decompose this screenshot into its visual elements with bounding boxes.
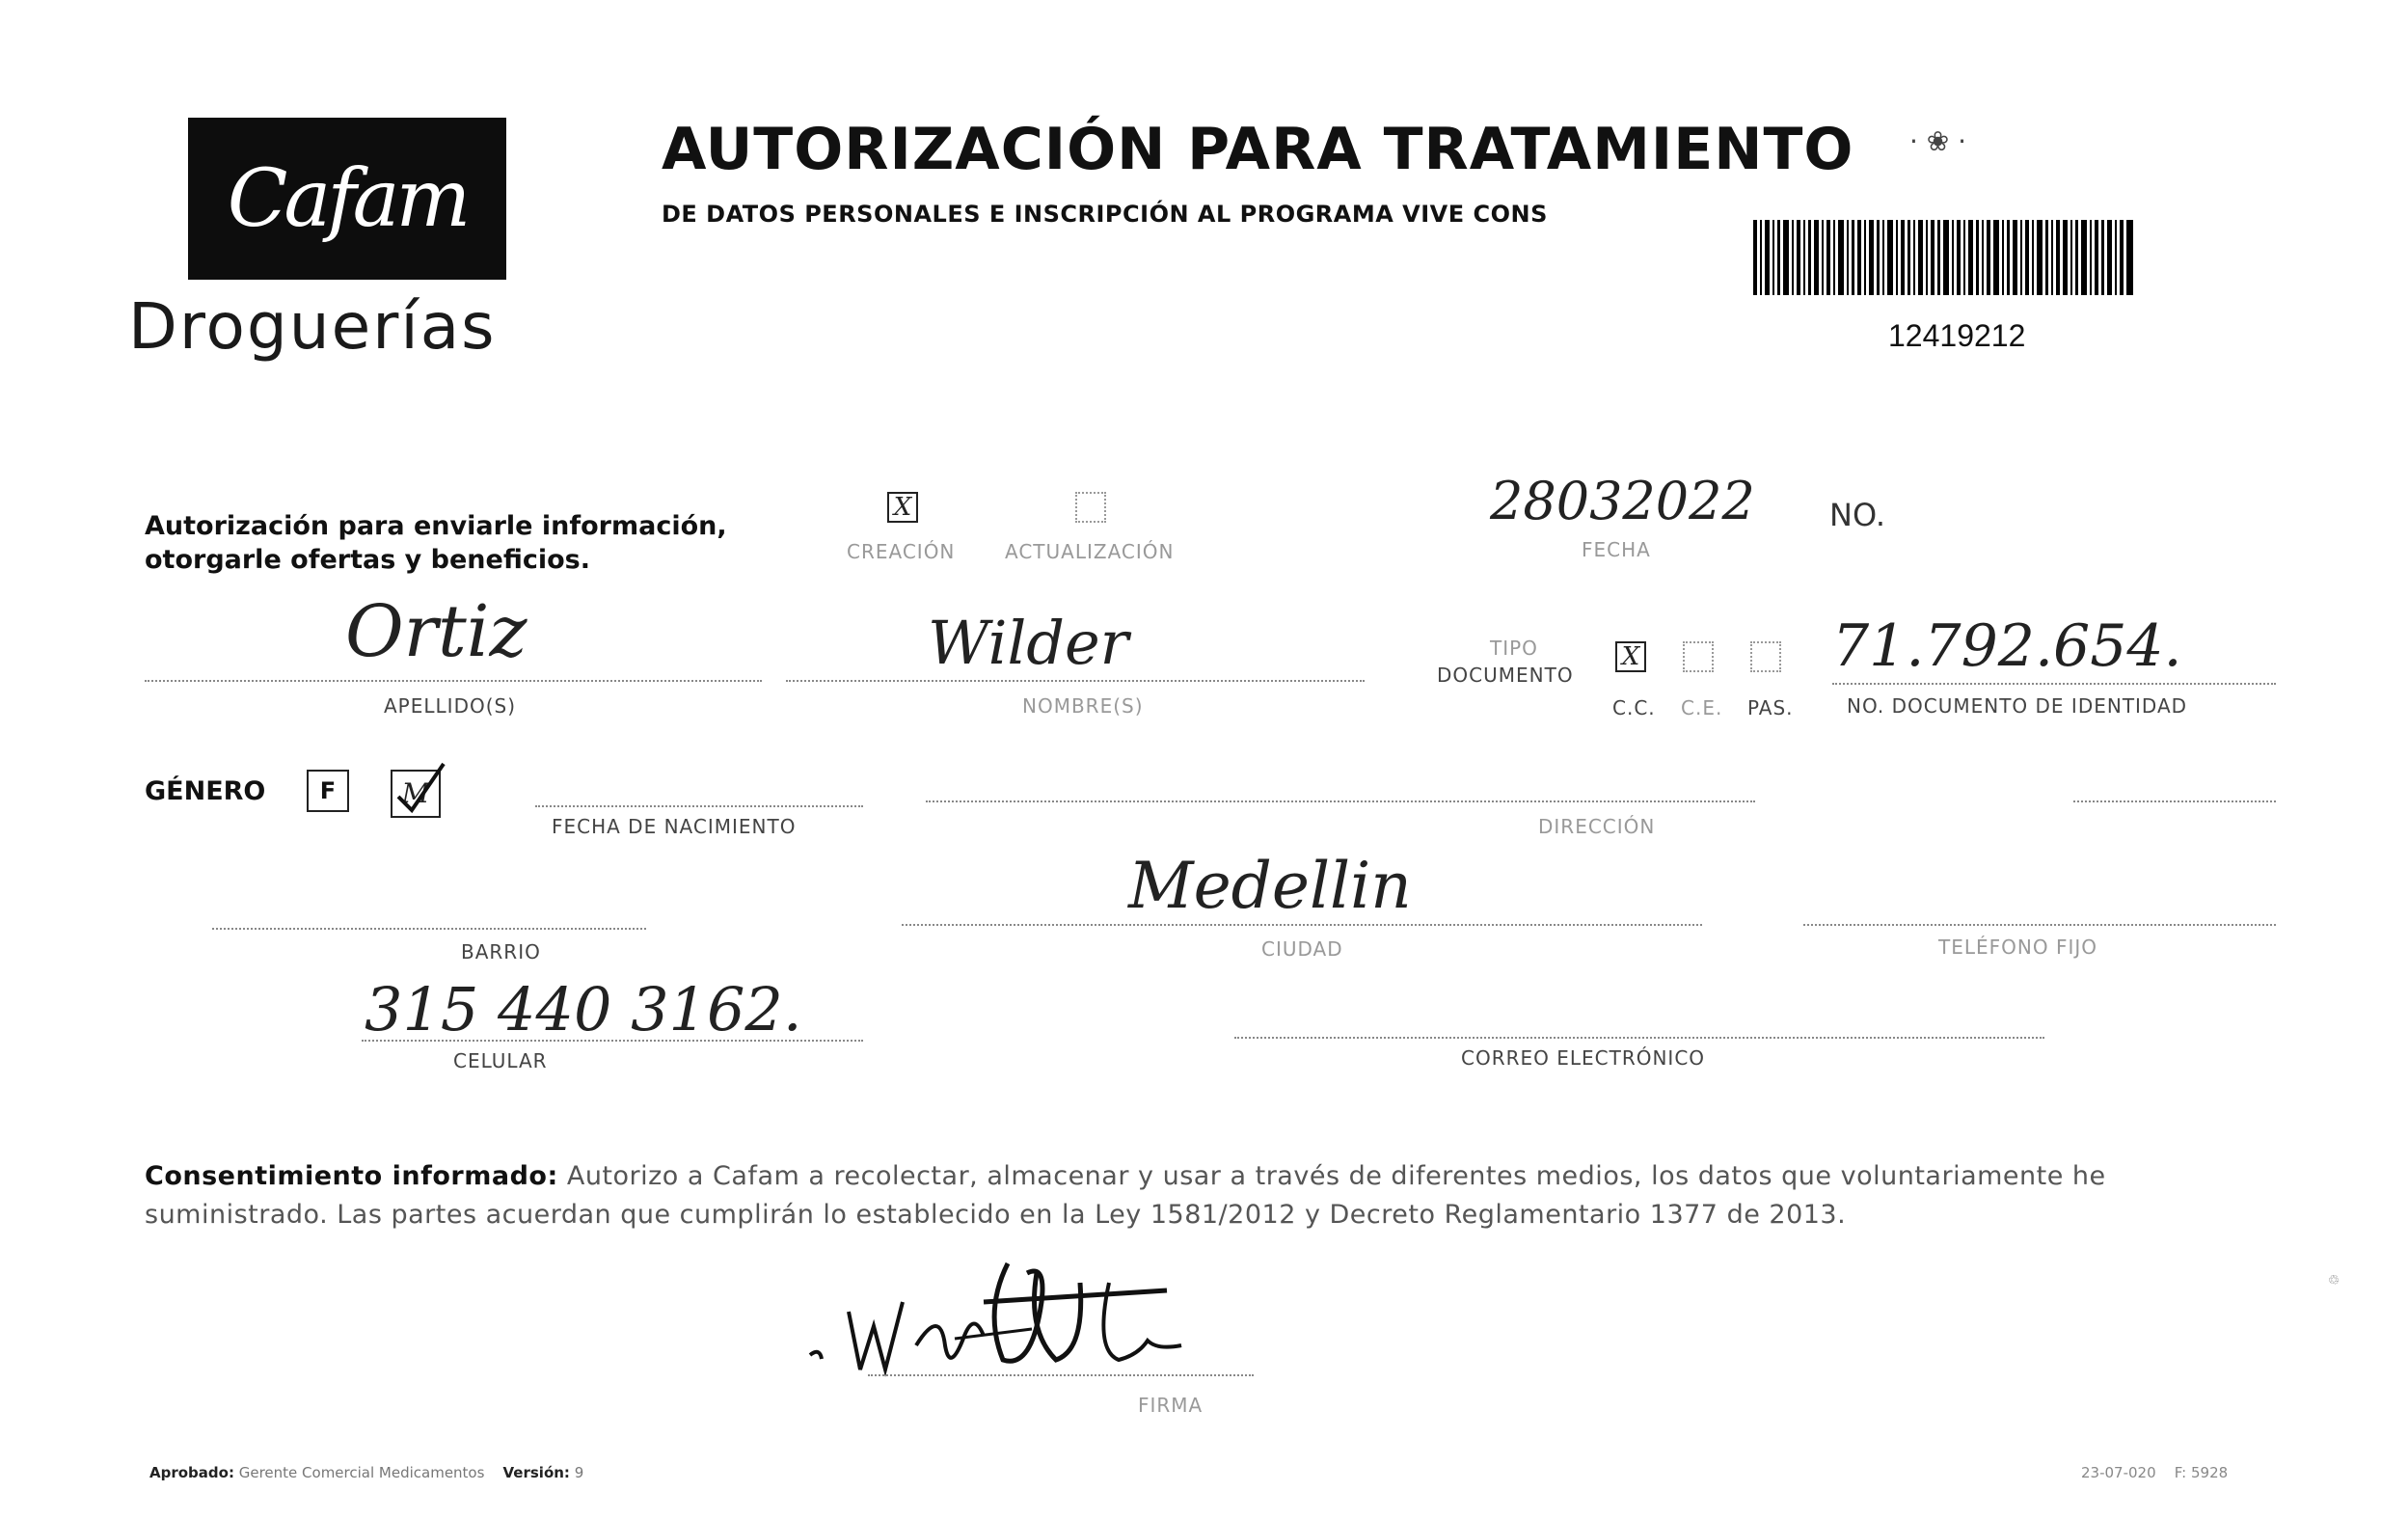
pas-checkbox[interactable]	[1750, 641, 1781, 672]
checkmark-icon	[391, 760, 448, 818]
correo-line	[1234, 1037, 2044, 1039]
fecha-nacimiento-line	[535, 805, 863, 807]
cc-label: C.C.	[1612, 696, 1656, 719]
apellidos-label: APELLIDO(S)	[384, 694, 517, 718]
telefono-line	[1803, 924, 2276, 926]
correo-label: CORREO ELECTRÓNICO	[1461, 1046, 1706, 1070]
footer-left	[149, 1464, 583, 1481]
ciudad-line	[902, 924, 1702, 926]
no-label: NO.	[1829, 497, 1885, 533]
aprobado-value: Gerente Comercial Medicamentos	[238, 1464, 485, 1481]
auth-text-line2: otorgarle ofertas y beneficios.	[145, 545, 590, 575]
form-title: AUTORIZACIÓN PARA TRATAMIENTO	[662, 116, 1854, 183]
consent-paragraph	[145, 1157, 2266, 1234]
consent-body: Autorizo a Cafam a recolectar, almacenar y usar a través de diferentes medios, los datos que voluntariamente he suministrado. Las partes acuerdan que cumplirán lo establecido en la Ley 1581/2012 y Decreto Reglamentario 1377 de 2013.	[145, 1161, 2106, 1230]
version-label: Versión:	[502, 1464, 570, 1481]
actualizacion-checkbox[interactable]	[1075, 492, 1106, 523]
apellidos-line	[145, 680, 762, 682]
genero-f-checkbox[interactable]	[307, 770, 349, 812]
genero-label: GÉNERO	[145, 776, 266, 806]
form-subtitle: DE DATOS PERSONALES E INSCRIPCIÓN AL PROGRAMA VIVE CONS	[662, 201, 1548, 228]
pas-label: PAS.	[1747, 696, 1794, 719]
brand-subtitle: Droguerías	[128, 289, 497, 364]
cafam-logo: Cafam	[227, 152, 468, 245]
cc-mark: X	[1621, 642, 1640, 671]
version-value: 9	[574, 1464, 584, 1481]
celular-line	[362, 1040, 863, 1042]
firma-line	[868, 1374, 1254, 1376]
documento-label: NO. DOCUMENTO DE IDENTIDAD	[1847, 694, 2188, 718]
code-right: F: 5928	[2174, 1464, 2229, 1481]
footer-right	[2081, 1464, 2228, 1481]
ciudad-label: CIUDAD	[1261, 937, 1343, 961]
genero-m-label: M	[401, 777, 430, 809]
documento-type-label: DOCUMENTO	[1437, 664, 1574, 687]
celular-value[interactable]: 315 440 3162.	[365, 974, 802, 1044]
recycle-icon: ♲	[2326, 1273, 2341, 1288]
barrio-line	[212, 928, 646, 930]
creacion-label: CREACIÓN	[847, 540, 956, 563]
barrio-label: BARRIO	[461, 940, 541, 963]
creacion-mark: X	[893, 493, 912, 522]
direccion-line	[926, 800, 1755, 802]
firma-label: FIRMA	[1138, 1394, 1204, 1417]
telefono-label: TELÉFONO FIJO	[1938, 936, 2097, 959]
tipo-label: TIPO	[1490, 637, 1538, 660]
documento-value[interactable]: 71.792.654.	[1832, 612, 2182, 680]
aprobado-label: Aprobado:	[149, 1464, 234, 1481]
cc-checkbox[interactable]	[1615, 641, 1646, 672]
ce-label: C.E.	[1681, 696, 1723, 719]
direccion-line-2	[2073, 800, 2276, 802]
stamp-mark-icon: · ❀ ·	[1909, 125, 1967, 157]
direccion-label: DIRECCIÓN	[1538, 815, 1656, 838]
fecha-nacimiento-label: FECHA DE NACIMIENTO	[552, 815, 797, 838]
ciudad-value[interactable]: Medellin	[1128, 849, 1412, 923]
nombres-label: NOMBRE(S)	[1022, 694, 1144, 718]
nombres-value[interactable]: Wilder	[928, 608, 1129, 678]
barcode	[1753, 220, 2133, 295]
genero-f-label: F	[319, 777, 337, 804]
documento-line	[1832, 683, 2276, 685]
fecha-value[interactable]: 28032022	[1490, 471, 1755, 531]
code-left: 23-07-020	[2081, 1464, 2156, 1481]
auth-text-line1: Autorización para enviarle información,	[145, 511, 727, 541]
signature-image	[791, 1244, 1273, 1389]
barcode-number: 12419212	[1888, 318, 2026, 353]
fecha-label: FECHA	[1582, 538, 1651, 561]
creacion-checkbox[interactable]	[887, 492, 918, 523]
actualizacion-label: ACTUALIZACIÓN	[1005, 540, 1175, 563]
celular-label: CELULAR	[453, 1049, 548, 1072]
ce-checkbox[interactable]	[1683, 641, 1714, 672]
consent-lead: Consentimiento informado:	[145, 1161, 558, 1191]
nombres-line	[786, 680, 1365, 682]
apellidos-value[interactable]: Ortiz	[345, 590, 528, 673]
